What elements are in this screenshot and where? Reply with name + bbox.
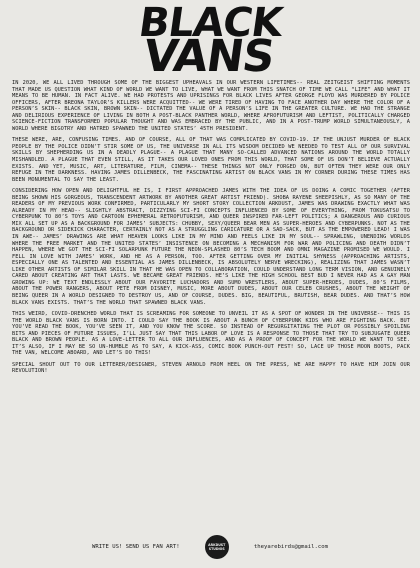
contact-email[interactable]: theyarebirds@gmail.com: [253, 544, 328, 550]
black-vans-logo: [7, 0, 415, 82]
paragraph-4: THIS WEIRD, COVID-DRENCHED WORLD THAT IS SCREAMING FOR SOMEONE TO UNVEIL IT AS A SPOT OF WONDER IN THE UNIVERSE-- THIS IS THE WORLD BLACK VANS IS BORN INTO. I COULD SAY THE BOOK IS ABOUT A BUNCH OF CYBERPUNK KIDS WHO ARE FIGHTING BACK. BUT YOU’VE READ THE BOOK, YOU’VE SEEN IT, AND YOU KNOW THE SCORE. SO INSTEAD OF REGURGITATING THE PLOT OR POSSIBLY SPOILING BITS AND PIECES OF FUTURE ISSUES, I’LL JUST SAY THAT THIS LABOR OF LOVE IS A RESPONSE TO THOSE THAT TRY TO SUBJUGATE QUEER BLACK AND BROWN PEOPLE. AS A LOVE-LETTER TO ALL OUR INFLUENCES, AND AS A PROOF OF CONCEPT FOR THE WORLD WE WANT TO SEE. IT’S ALSO, IF I MAY BE SO UN-HUMBLE AS TO SAY, A KICK-ASS, COMIC BOOK PUNCH-OUT FEST! SO, LACE UP THOSE MOON BOOTS, PACK THE VAN, WELCOME ABOARD, AND LET’S DO THIS!: [12, 311, 410, 357]
studio-seal: [205, 535, 229, 559]
footer: [0, 532, 420, 562]
paragraph-3: CONSIDERING HOW OPEN AND DELIGHTFUL HE IS, I FIRST APPROACHED JAMES WITH THE IDEA OF US DOING A COMIC TOGETHER (AFTER BEING SHOWN HIS GORGEOUS, TRANSCENDENT ARTWORK BY ANOTHER GREAT ARTIST FRIEND). SHOBA RAYENE SHEEPISHLY, AS SO MANY OF THE READERS OF MY PREVIOUS WORK CONFIRMED, PARTICULARLY MY SHORT STORY COLLECTION ARKDUST, JAMES WAS DRAWING EXACTLY WHAT WAS ALREADY IN MY HEAD-- SLIGHTLY ABSTRACT, DIZZYING SCI-FI CONCEPTS INFLUENCED BY SOME OF EVERYTHING, FROM TOKUSATSU TO CYBERPUNK TO 80’S TOYS AND CARTOON EPHEMERAL RETROFUTURISM, AND QUEER INSPIRED FAR-LEFT POLITICS; A DANGEROUS AND CURIOUS MIX ALL SET UP AS A BACKGROUND FOR JAMES’ SUBJECTS: CHUBBY, SEXY/QUEER BEAR MEN AS SUPER-HEROES AND CYBERPUNKS. NOT AS THE BACKGROUND OR SIDEKICK CHARACTER, CERTAINLY NOT AS A STRUGGLING CARICATURE OR A SAD-SACK, BUT AS THE EMPOWERED LEAD! I WAS IN AWE-- JAMES’ DRAWINGS ARE WHAT HEAVEN LOOKS LIKE IN MY MIND AND FEELS LIKE IN MY SOUL-- SPRAWLING, UNENDING WORLDS WHERE THE FREE MARKET AND THE UNITED STATES’ INSISTENCE ON BECOMING A MECHANISM FOR WAR AND POLICING AND DEATH DIDN’T HAPPEN, WHERE WE GOT THE SCI-FI SOLARPUNK FUTURE THE NEON-SPLASHED 80’S TECH BOOM AND OMNI MAGAZINE PROMISED WE WOULD. I FELL IN LOVE WITH JAMES’ WORK, AND HE AS A PERSON, TOO. AFTER GETTING OVER MY INITIAL SHYNESS (APPROACHING ARTISTS, ESPECIALLY ONE AS TALENTED AND ESSENTIAL AS JAMES DILLENBECK, IS ABSOLUTELY NERVE WRECKING), REALIZING THAT JAMES WASN’T LIKE OTHER ARTISTS OF SIMILAR SKILL IN THAT HE WAS OPEN TO COLLABORATION, COULD UNDERSTAND LONG TERM VISION, AND GENUINELY CARED ABOUT CREATING ART THAT LASTS. WE BECAME GREAT FRIENDS. HE’S LIKE THE HIGH SCHOOL BEST BUD I NEVER HAD AS A GAY MAN GROWING UP: WE TEXT ENDLESSLY ABOUT OUR FAVORITE LUCHADORS AND SUMO WRESTLERS, ABOUT SUPER-HEROES, DUDES, 80’S FILMS, ABOUT THE POWER RANGERS, ABOUT PETE FROM DISNEY, MUSIC, MORE ABOUT DUDES, ABOUT OUR CELEB CRUSHES, ABOUT THE WEIGHT OF BEING QUEER IN A WORLD DESIGNED TO DESTROY US, AND OF COURSE, DUDES. BIG, BEAUTIFUL, BRUTISH, BEAR DUDES. AND THAT’S HOW BLACK VANS EXISTS. THAT’S THE WORLD THAT SPAWNED BLACK VANS.: [12, 188, 410, 306]
logo-word-vans: VANS: [140, 31, 278, 82]
fan-art-callout: WRITE US! SEND US FAN ART!: [92, 544, 180, 550]
seal-text: ARKDUST STUDIOS: [208, 543, 226, 551]
logo-word-black: BLACK: [136, 0, 285, 46]
letter-body: [12, 80, 410, 375]
paragraph-1: IN 2020, WE ALL LIVED THROUGH SOME OF THE BIGGEST UPHEAVALS IN OUR WESTERN LIFETIMES-- REAL ZEITGEIST SHIFTING MOMENTS THAT MADE US QUESTION WHAT KIND OF WORLD WE WANT TO LIVE, WHAT WE WANT FROM THIS SNATCH OF TIME WE CALL “LIFE” AND WHAT IT MEANS TO BE HUMAN. IN FACT ALIVE. WE HAD PROTESTS AND UPRISINGS FOR BLACK LIVES AFTER GEORGE FLOYD WAS MURDERED BY POLICE OFFICERS, AFTER BREONA TAYLOR’S KILLERS WERE ACQUITTED-- WE WERE TIRED OF HAVING TO FACE ANOTHER DAY WHERE THE COLOR OF A PERSON’S SKIN-- BLACK SKIN, BROWN SKIN-- DICTATED THE VALUE OF A PERSON’S LIFE IN THE GREATER CULTURE. WE HAD THE STRANGE AND DELIRIOUS EXPERIENCE OF LIVING IN BOTH A POST-BLACK PANTHER WORLD, WHERE AFROFUTURISM AND LEFTIST, POLITICALLY CHARGED SCIENCE-FICTION TRANSFORMED POPULAR THOUGHT AND WAS EMBRACED BY THE PUBLIC, AND IN A POST-TRUMP WORLD SIMULTANEOUSLY, A WORLD WHERE BIGOTRY AND HATRED SPAWNED THE UNITED STATES’ 45TH PRESIDENT.: [12, 80, 410, 132]
paragraph-5: SPECIAL SHOUT OUT TO OUR LETTERER/DESIGNER, STEVEN ARNOLD FROM HEEL ON THE PRESS, WE ARE HAPPY TO HAVE HIM JOIN OUR REVOLUTION!: [12, 361, 410, 375]
paragraph-2: THESE WERE, ARE, CONFUSING TIMES. AND OF COURSE, ALL OF THAT WAS COMPLICATED BY COVID-19. IF THE UNJUST MURDER OF BLACK PEOPLE BY THE POLICE DIDN’T STIR SOME OF US, THE UNIVERSE IN ALL ITS WISDOM DECIDED WE NEEDED TO TEST ALL OF OUR SURVIVAL SKILLS BY SHEPHERDING US IN A DEADLY PLAGUE-- A PLAGUE THAT MANY SO-CALLED ADVANCED NATIONS AROUND THE WORLD TOTALLY MISHANDLED. A PLAGUE THAT EVEN STILL, AS IT TAKES OUR LOVED ONES FROM THIS WORLD, THAT SOME OF US DON’T BELIEVE ACTUALLY EXISTS. AND YET, MUSIC, ART, LITERATURE, FILM, CINEMA-- THESE THINGS NOT ONLY FORGED ON, BUT OFTEN THEY WERE OUR ONLY REFUGE IN THE DARKNESS. HAVING JAMES DILLENBECK, THE FASCINATING ARTIST ON BLACK VANS IN MY CORNER DURING THESE TIMES HAS BEEN MONUMENTAL TO SAY THE LEAST.: [12, 137, 410, 183]
